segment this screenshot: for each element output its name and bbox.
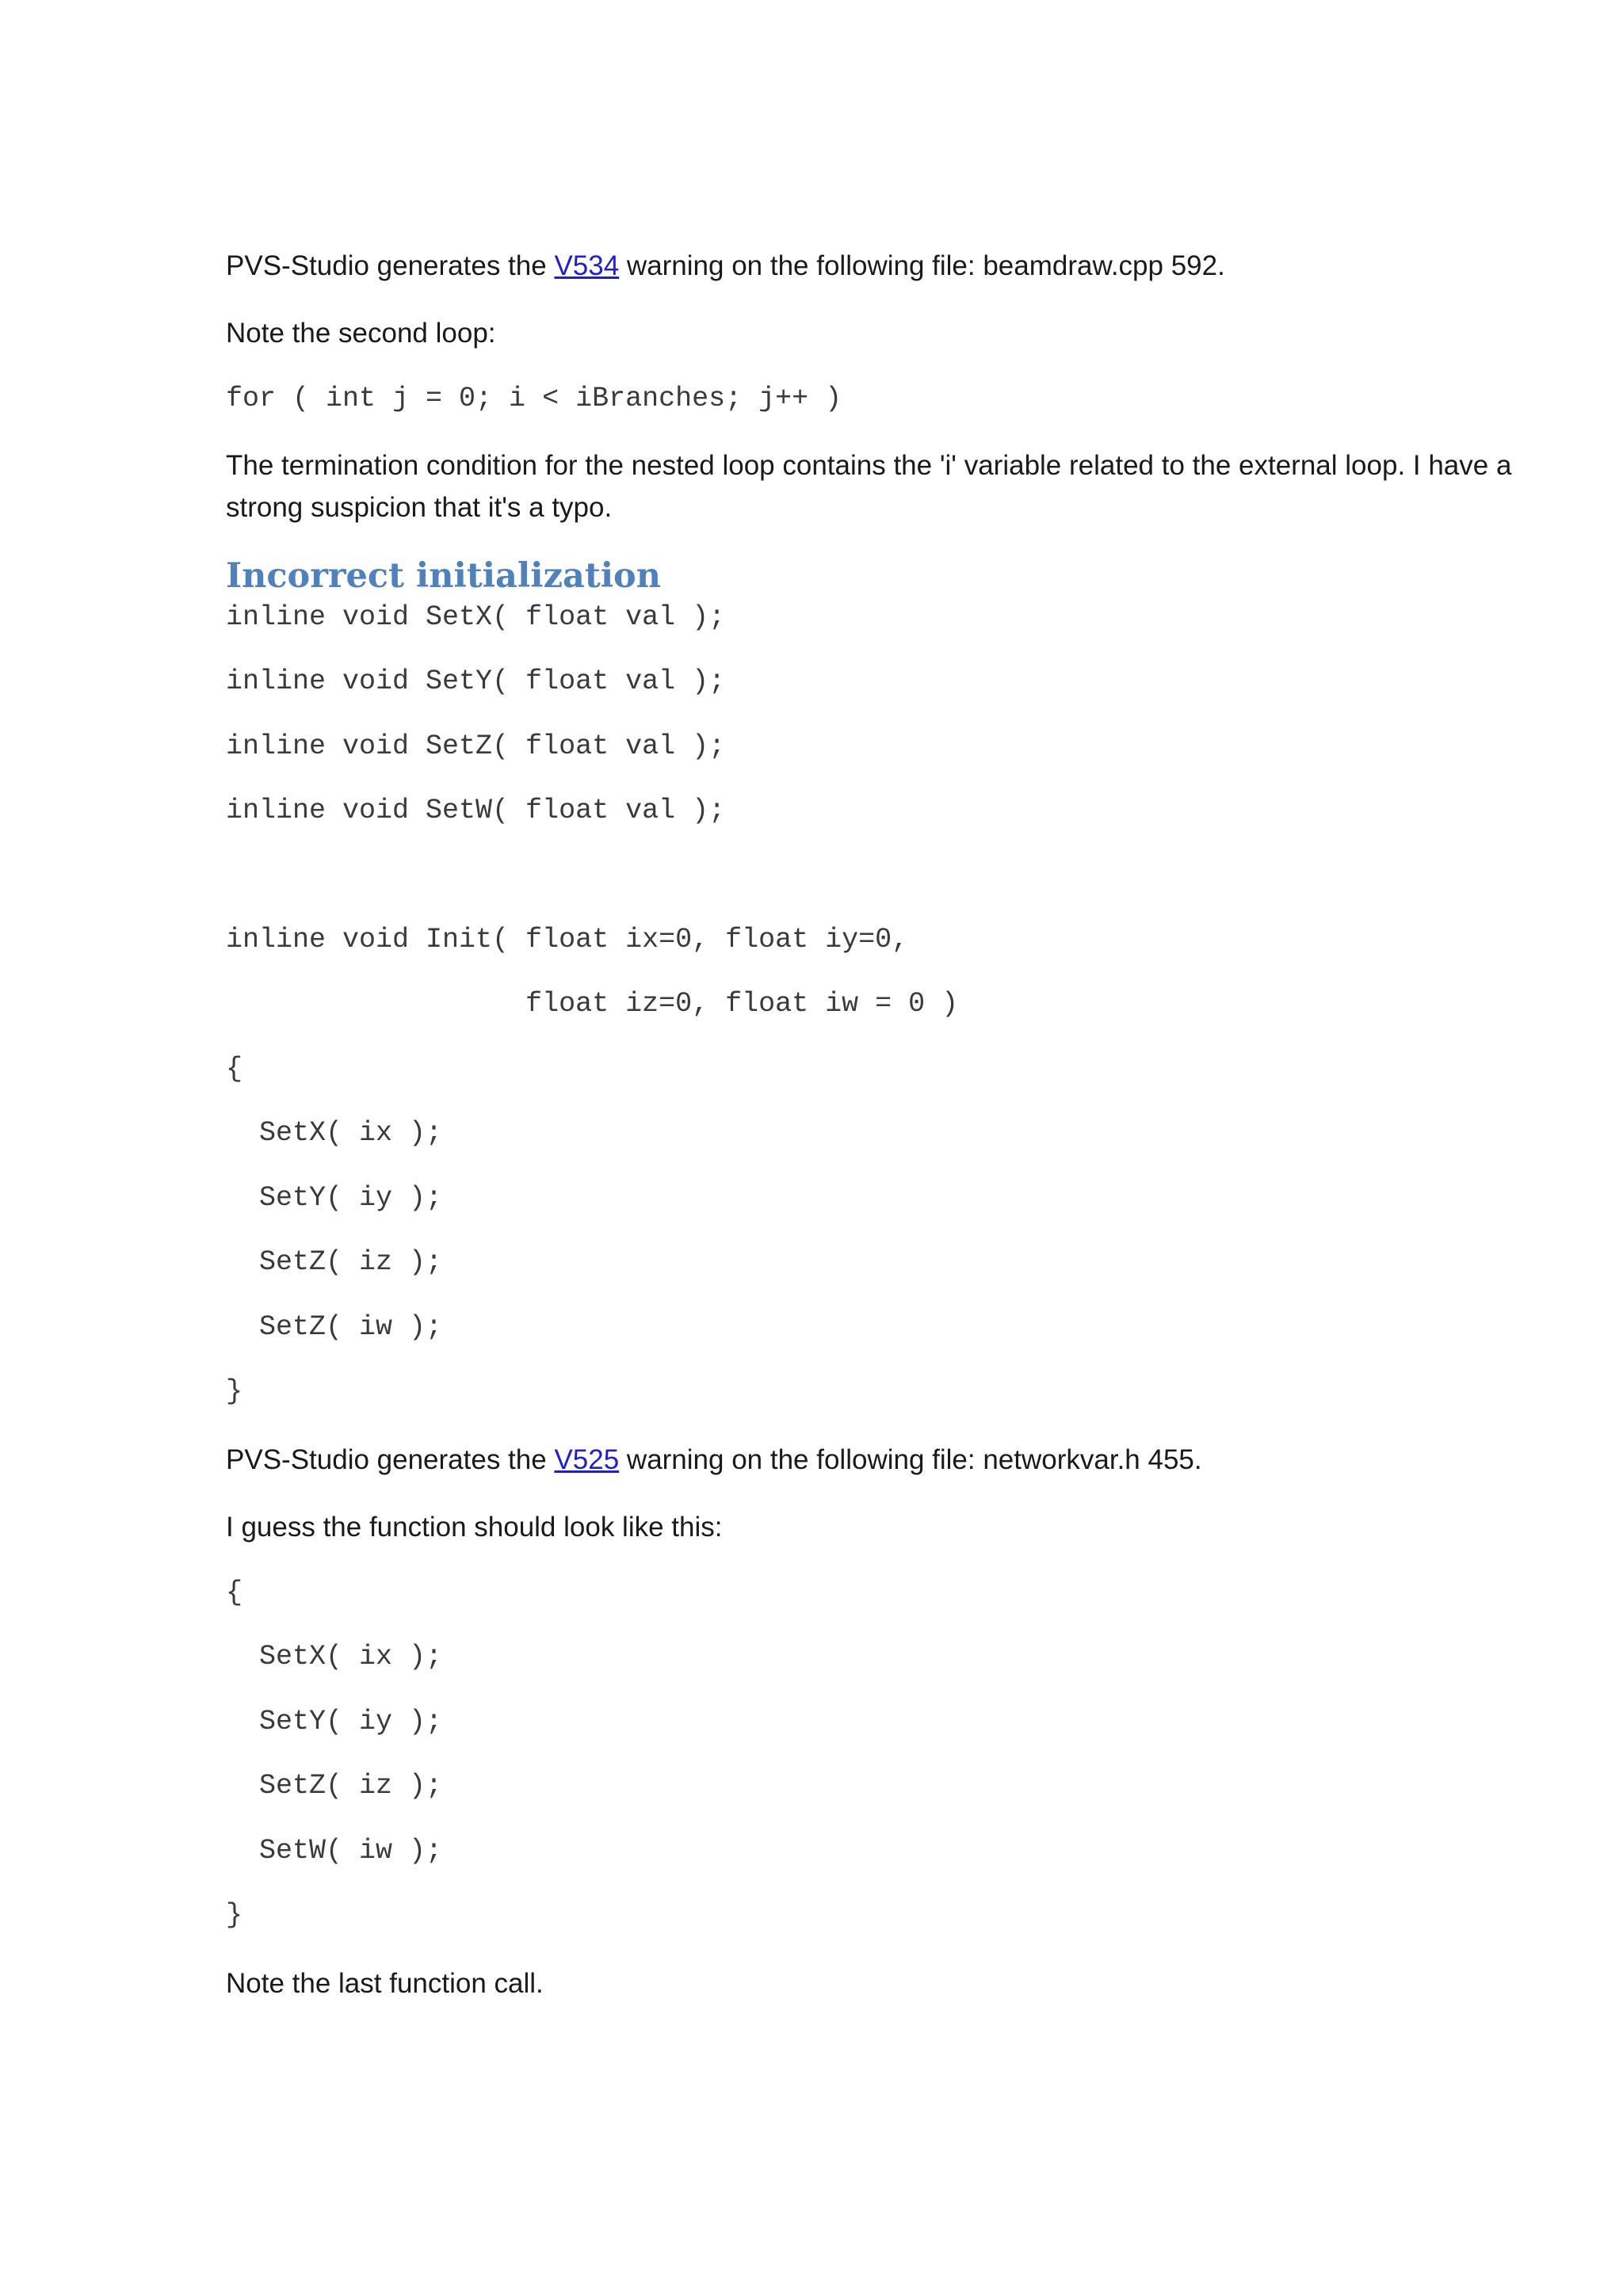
paragraph-v534-after: warning on the following file: beamdraw.cpp 592.: [619, 250, 1225, 281]
code-line: inline void SetZ( float val );: [226, 730, 726, 762]
code-line: inline void Init( float ix=0, float iy=0,: [226, 924, 909, 955]
section-heading: Incorrect initialization: [226, 556, 662, 596]
code-line: inline void SetX( float val );: [226, 601, 726, 633]
v525-link[interactable]: V525: [554, 1444, 620, 1475]
paragraph-note-second-loop: Note the second loop:: [226, 318, 496, 349]
paragraph-v534: [226, 252, 1225, 280]
paragraph-v525-before: PVS-Studio generates the: [226, 1444, 555, 1475]
paragraph-last-call: Note the last function call.: [226, 1968, 544, 1999]
code-line: SetZ( iz );: [226, 1246, 443, 1278]
paragraph-termination-line2: strong suspicion that it's a typo.: [226, 492, 613, 523]
code-line: inline void SetY( float val );: [226, 666, 726, 697]
code-loop: for ( int j = 0; i < iBranches; j++ ): [226, 383, 842, 414]
code-line: SetZ( iz );: [226, 1770, 443, 1802]
code-line: }: [226, 1375, 243, 1407]
code-line: {: [226, 1053, 243, 1085]
code-line: SetY( iy );: [226, 1706, 443, 1737]
code-line: SetW( iw );: [226, 1835, 443, 1867]
code-line: SetY( iy );: [226, 1182, 443, 1214]
paragraph-guess: I guess the function should look like this:: [226, 1512, 723, 1543]
paragraph-termination-line1: The termination condition for the nested loop contains the 'i' variable related to the external loop. I have a: [226, 450, 1512, 481]
paragraph-v525: [226, 1446, 1202, 1474]
v534-link[interactable]: V534: [554, 250, 620, 281]
paragraph-v525-after: warning on the following file: networkvar.h 455.: [619, 1444, 1202, 1475]
code-line: SetX( ix );: [226, 1117, 443, 1149]
code-line: {: [226, 1577, 243, 1608]
code-line: float iz=0, float iw = 0 ): [226, 988, 959, 1020]
paragraph-v534-before: PVS-Studio generates the: [226, 250, 555, 281]
code-line: SetX( ix );: [226, 1641, 443, 1672]
code-line: inline void SetW( float val );: [226, 795, 726, 826]
code-line: SetZ( iw );: [226, 1311, 443, 1343]
code-line: }: [226, 1899, 243, 1931]
